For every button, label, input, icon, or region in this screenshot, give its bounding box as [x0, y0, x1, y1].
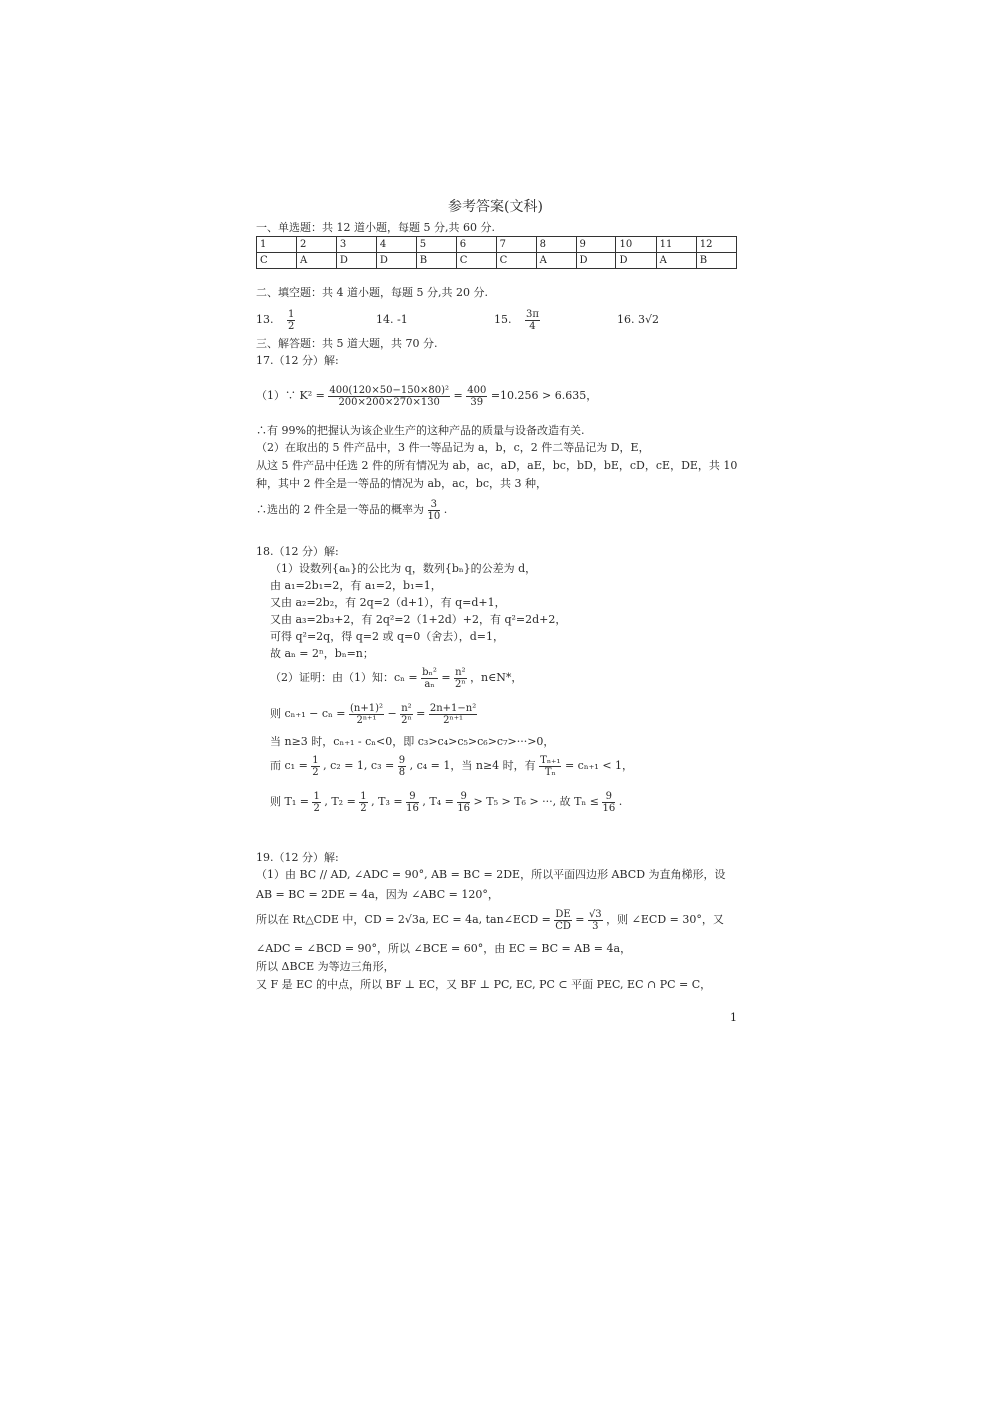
formula-text: .: [443, 503, 448, 516]
fraction-numerator: n²: [401, 702, 412, 714]
answer-table: [256, 236, 737, 269]
formula-text: , c₄ = 1，当 n≥4 时，有: [409, 759, 536, 772]
q17-formula: [256, 380, 597, 412]
q18-heading: 18.（12 分）解:: [256, 545, 339, 558]
answer-16: 16. 3√2: [617, 313, 659, 326]
fraction: [287, 309, 295, 332]
table-cell: D: [616, 253, 656, 269]
table-cell: 4: [376, 237, 416, 253]
fraction-denominator: CD: [555, 920, 571, 932]
table-cell: D: [376, 253, 416, 269]
formula-text: 则 T₁ =: [270, 795, 309, 808]
formula-text: > T₅ > T₆ > ···, 故 Tₙ ≤: [473, 795, 599, 808]
fraction: [349, 703, 384, 726]
fraction-denominator: 2: [360, 802, 367, 814]
table-cell: D: [336, 253, 376, 269]
formula-text: ，则 ∠ECD = 30°，又: [606, 913, 724, 926]
q18-line: 当 n≥3 时，cₙ₊₁ - cₙ<0，即 c₃>c₄>c₅>c₆>c₇>···>0，: [270, 735, 555, 748]
q18-line: 又由 a₂=2b₂，有 2q=2（d+1），有 q=d+1，: [270, 596, 506, 609]
fraction-numerator: Tₙ₊₁: [540, 754, 561, 766]
fraction: [554, 909, 571, 932]
q19-line: 所以 ΔBCE 为等边三角形，: [256, 960, 395, 973]
fraction-numerator: 9: [602, 791, 615, 803]
table-cell: C: [257, 253, 297, 269]
fraction: [400, 703, 412, 726]
fraction-denominator: 39: [470, 396, 484, 408]
table-cell: 7: [496, 237, 536, 253]
q19-heading: 19.（12 分）解:: [256, 851, 339, 864]
fraction-denominator: Tₙ: [544, 766, 556, 778]
fraction: [454, 667, 466, 690]
formula-text: .: [618, 795, 623, 808]
formula-text: =: [575, 913, 585, 926]
q17-conclusion: [256, 496, 447, 524]
fraction-denominator: 4: [529, 320, 536, 332]
formula-text: =: [416, 707, 426, 720]
section-heading-single-choice: 一、单选题：共 12 道小题，每题 5 分,共 60 分.: [256, 221, 495, 234]
table-cell: 12: [696, 237, 736, 253]
q17-heading: 17.（12 分）解:: [256, 354, 339, 367]
fraction-numerator: DE: [555, 908, 571, 920]
formula-text: =10.256 > 6.635，: [490, 389, 598, 402]
fraction: [312, 791, 320, 814]
q19-line: （1）由 BC // AD, ∠ADC = 90°, AB = BC = 2DE，所以平面四边形 ABCD 为直角梯形，设: [256, 868, 726, 881]
fraction-denominator: 16: [406, 802, 419, 814]
section-heading-fill-blank: 二、填空题：共 4 道小题，每题 5 分,共 20 分.: [256, 286, 488, 299]
fraction-denominator: 2: [313, 802, 320, 814]
table-cell: A: [536, 253, 576, 269]
table-cell: 10: [616, 237, 656, 253]
answer-15: [494, 306, 540, 334]
fraction: [457, 791, 470, 814]
fraction-numerator: bₙ²: [422, 666, 437, 678]
fraction-numerator: 2n+1−n²: [429, 702, 477, 714]
fraction: [428, 499, 441, 522]
table-row-answers: [257, 253, 737, 269]
fraction: [406, 791, 419, 814]
q19-line: AB = BC = 2DE = 4a，因为 ∠ABC = 120°，: [256, 888, 499, 901]
q18-difference-line: [270, 700, 477, 728]
fraction-numerator: 1: [312, 754, 319, 766]
fraction-numerator: 1: [313, 790, 320, 802]
formula-text: 而 c₁ =: [270, 759, 308, 772]
fraction: [588, 909, 603, 932]
answer-15-label: 15.: [494, 313, 512, 326]
fraction: [421, 667, 438, 690]
fraction-numerator: n²: [455, 666, 466, 678]
q18-line: 故 aₙ = 2ⁿ，bₙ=n；: [270, 647, 374, 660]
table-cell: A: [656, 253, 696, 269]
fraction: [328, 385, 450, 408]
formula-text: （1）∵ K² =: [256, 389, 325, 402]
formula-text: , T₄ =: [422, 795, 454, 808]
fraction-denominator: 2ⁿ⁺¹: [443, 714, 464, 726]
formula-text: =: [441, 671, 451, 684]
q18-line: （1）设数列{aₙ}的公比为 q，数列{bₙ}的公差为 d，: [270, 562, 537, 575]
q18-proof-line: [270, 664, 522, 692]
fraction: [359, 791, 367, 814]
fraction-numerator: 9: [398, 754, 406, 766]
table-cell: B: [696, 253, 736, 269]
fraction-numerator: 9: [406, 791, 419, 803]
formula-text: =: [453, 389, 463, 402]
fraction-denominator: 2ⁿ: [401, 714, 412, 726]
formula-text: ∴选出的 2 件全是一等品的概率为: [256, 503, 424, 516]
fraction: [539, 755, 561, 778]
table-cell: 8: [536, 237, 576, 253]
answer-13-label: 13.: [256, 313, 274, 326]
q18-line: 又由 a₃=2b₃+2，有 2q²=2（1+2d）+2，有 q²=2d+2，: [270, 613, 567, 626]
fraction-numerator: 400(120×50−150×80)²: [329, 384, 450, 396]
table-cell: 9: [576, 237, 616, 253]
section-heading-solutions: 三、解答题：共 5 道大题，共 70 分.: [256, 337, 438, 350]
formula-text: , c₂ = 1, c₃ =: [323, 759, 395, 772]
table-cell: 2: [296, 237, 336, 253]
fraction-denominator: 16: [602, 802, 616, 814]
fraction-denominator: 200×200×270×130: [338, 396, 440, 408]
table-cell: 3: [336, 237, 376, 253]
table-cell: 1: [257, 237, 297, 253]
table-cell: 11: [656, 237, 696, 253]
fraction-denominator: aₙ: [424, 678, 435, 690]
answer-14: 14. -1: [376, 313, 408, 326]
fraction: [398, 755, 406, 778]
table-cell: 6: [456, 237, 496, 253]
q19-line: 又 F 是 EC 的中点，所以 BF ⊥ EC，又 BF ⊥ PC, EC, PC ⊂ 平面 PEC, EC ∩ PC = C，: [256, 978, 712, 991]
fraction-denominator: 10: [427, 510, 441, 522]
table-cell: D: [576, 253, 616, 269]
table-cell: 5: [416, 237, 456, 253]
fraction-numerator: √3: [588, 908, 602, 920]
fraction-denominator: 2: [312, 766, 319, 778]
q18-conclusion-line: [270, 788, 622, 816]
fraction: [429, 703, 477, 726]
formula-text: （2）证明：由（1）知：cₙ =: [270, 671, 418, 684]
table-cell: C: [456, 253, 496, 269]
q17-line: （2）在取出的 5 件产品中，3 件一等品记为 a，b，c，2 件二等品记为 D，E，: [256, 441, 650, 454]
formula-text: 所以在 Rt△CDE 中，CD = 2√3a, EC = 4a, tan∠ECD =: [256, 913, 551, 926]
table-cell: B: [416, 253, 456, 269]
answer-13: [256, 306, 295, 334]
fraction-numerator: 1: [288, 308, 295, 320]
fraction-denominator: 2ⁿ: [454, 678, 466, 690]
fraction-denominator: 3: [592, 920, 599, 932]
formula-text: , T₂ =: [324, 795, 356, 808]
fraction-numerator: 9: [457, 791, 470, 803]
fraction: [602, 791, 615, 814]
q17-line: ∴有 99%的把握认为该企业生产的这种产品的质量与设备改造有关.: [256, 424, 585, 437]
fraction-numerator: 3π: [526, 308, 539, 320]
q17-line: 从这 5 件产品中任选 2 件的所有情况为 ab，ac，aD，aE，bc，bD，bE，cD，cE，DE，共 10: [256, 459, 738, 472]
page-title: 参考答案(文科): [448, 199, 543, 215]
fraction-denominator: 2: [288, 320, 295, 332]
formula-text: = cₙ₊₁ < 1，: [564, 759, 634, 772]
table-cell: A: [296, 253, 336, 269]
q17-line: 种，其中 2 件全是一等品的情况为 ab，ac，bc，共 3 种，: [256, 477, 547, 490]
table-cell: C: [496, 253, 536, 269]
q18-values-line: [270, 752, 633, 780]
fraction-denominator: 8: [398, 766, 406, 778]
fraction: [311, 755, 319, 778]
formula-text: ，n∈N*，: [470, 671, 523, 684]
formula-text: 则 cₙ₊₁ − cₙ =: [270, 707, 346, 720]
q19-line: ∠ADC = ∠BCD = 90°，所以 ∠BCE = 60°，由 EC = BC = AB = 4a，: [256, 942, 632, 955]
q18-line: 可得 q²=2q，得 q=2 或 q=0（舍去），d=1，: [270, 630, 504, 643]
fraction: [525, 309, 540, 332]
fraction-numerator: (n+1)²: [349, 702, 383, 714]
page-number: 1: [730, 1011, 737, 1024]
fraction-numerator: 3: [428, 499, 441, 511]
formula-text: , T₃ =: [371, 795, 403, 808]
fraction-denominator: 16: [457, 802, 471, 814]
fraction-numerator: 1: [360, 790, 367, 802]
q19-tangent-line: [256, 906, 724, 934]
table-row-numbers: [257, 237, 737, 253]
q18-line: 由 a₁=2b₁=2，有 a₁=2，b₁=1，: [270, 579, 442, 592]
formula-text: −: [387, 707, 397, 720]
fraction: [466, 385, 487, 408]
fraction-numerator: 400: [467, 384, 487, 396]
fraction-denominator: 2ⁿ⁺¹: [356, 714, 377, 726]
